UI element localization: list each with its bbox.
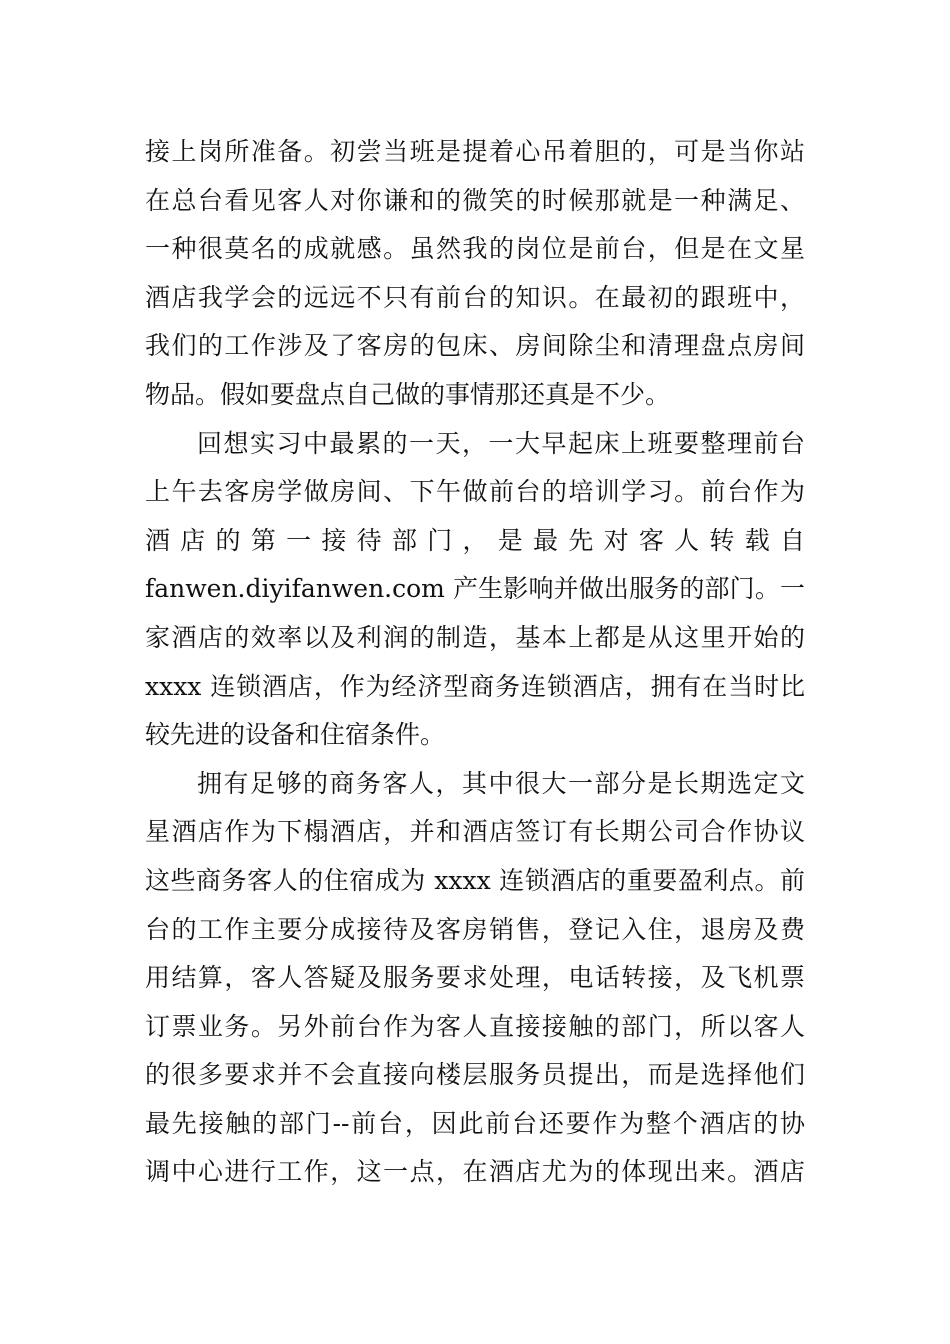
text-line: 用结算，客人答疑及服务要求处理，电话转接，及飞机票 <box>145 963 805 993</box>
text-line: 的很多要求并不会直接向楼层服务员提出，而是选择他们 <box>145 1060 805 1090</box>
text-line: 调中心进行工作，这一点，在酒店尤为的体现出来。酒店 <box>145 1157 805 1187</box>
paragraph-first-line: 回想实习中最累的一天，一大早起床上班要整理前台 <box>197 428 805 458</box>
paragraph-first-line: 拥有足够的商务客人，其中很大一部分是长期选定文 <box>197 768 805 798</box>
text-line: 我们的工作涉及了客房的包床、房间除尘和清理盘点房间 <box>145 331 805 361</box>
text-line: 上午去客房学做房间、下午做前台的培训学习。前台作为 <box>145 477 805 507</box>
text-line: 台的工作主要分成接待及客房销售，登记入住，退房及费 <box>145 914 805 944</box>
text-line: 较先进的设备和住宿条件。 <box>145 720 446 750</box>
text-line: 酒店我学会的远远不只有前台的知识。在最初的跟班中， <box>145 282 805 312</box>
text-line: fanwen.diyifanwen.com 产生影响并做出服务的部门。一 <box>145 574 805 604</box>
text-line: 星酒店作为下榻酒店，并和酒店签订有长期公司合作协议 <box>145 817 805 847</box>
text-line: 这些商务客人的住宿成为 xxxx 连锁酒店的重要盈利点。前 <box>145 865 805 895</box>
text-line: 最先接触的部门--前台，因此前台还要作为整个酒店的协 <box>145 1108 805 1138</box>
text-line: xxxx 连锁酒店，作为经济型商务连锁酒店，拥有在当时比 <box>145 671 805 701</box>
text-line: 订票业务。另外前台作为客人直接接触的部门，所以客人 <box>145 1011 805 1041</box>
text-line: 家酒店的效率以及利润的制造，基本上都是从这里开始的 <box>145 622 805 652</box>
document-body <box>145 128 805 1197</box>
text-line: 一种很莫名的成就感。虽然我的岗位是前台，但是在文星 <box>145 234 805 264</box>
text-line: 在总台看见客人对你谦和的微笑的时候那就是一种满足、 <box>145 185 805 215</box>
text-line: 物品。假如要盘点自己做的事情那还真是不少。 <box>145 379 671 409</box>
text-line: 接上岗所准备。初尝当班是提着心吊着胆的，可是当你站 <box>145 137 805 166</box>
text-line: 酒 店 的 第 一 接 待 部 门 ， 是 最 先 对 客 人 转 载 自 <box>145 525 805 555</box>
